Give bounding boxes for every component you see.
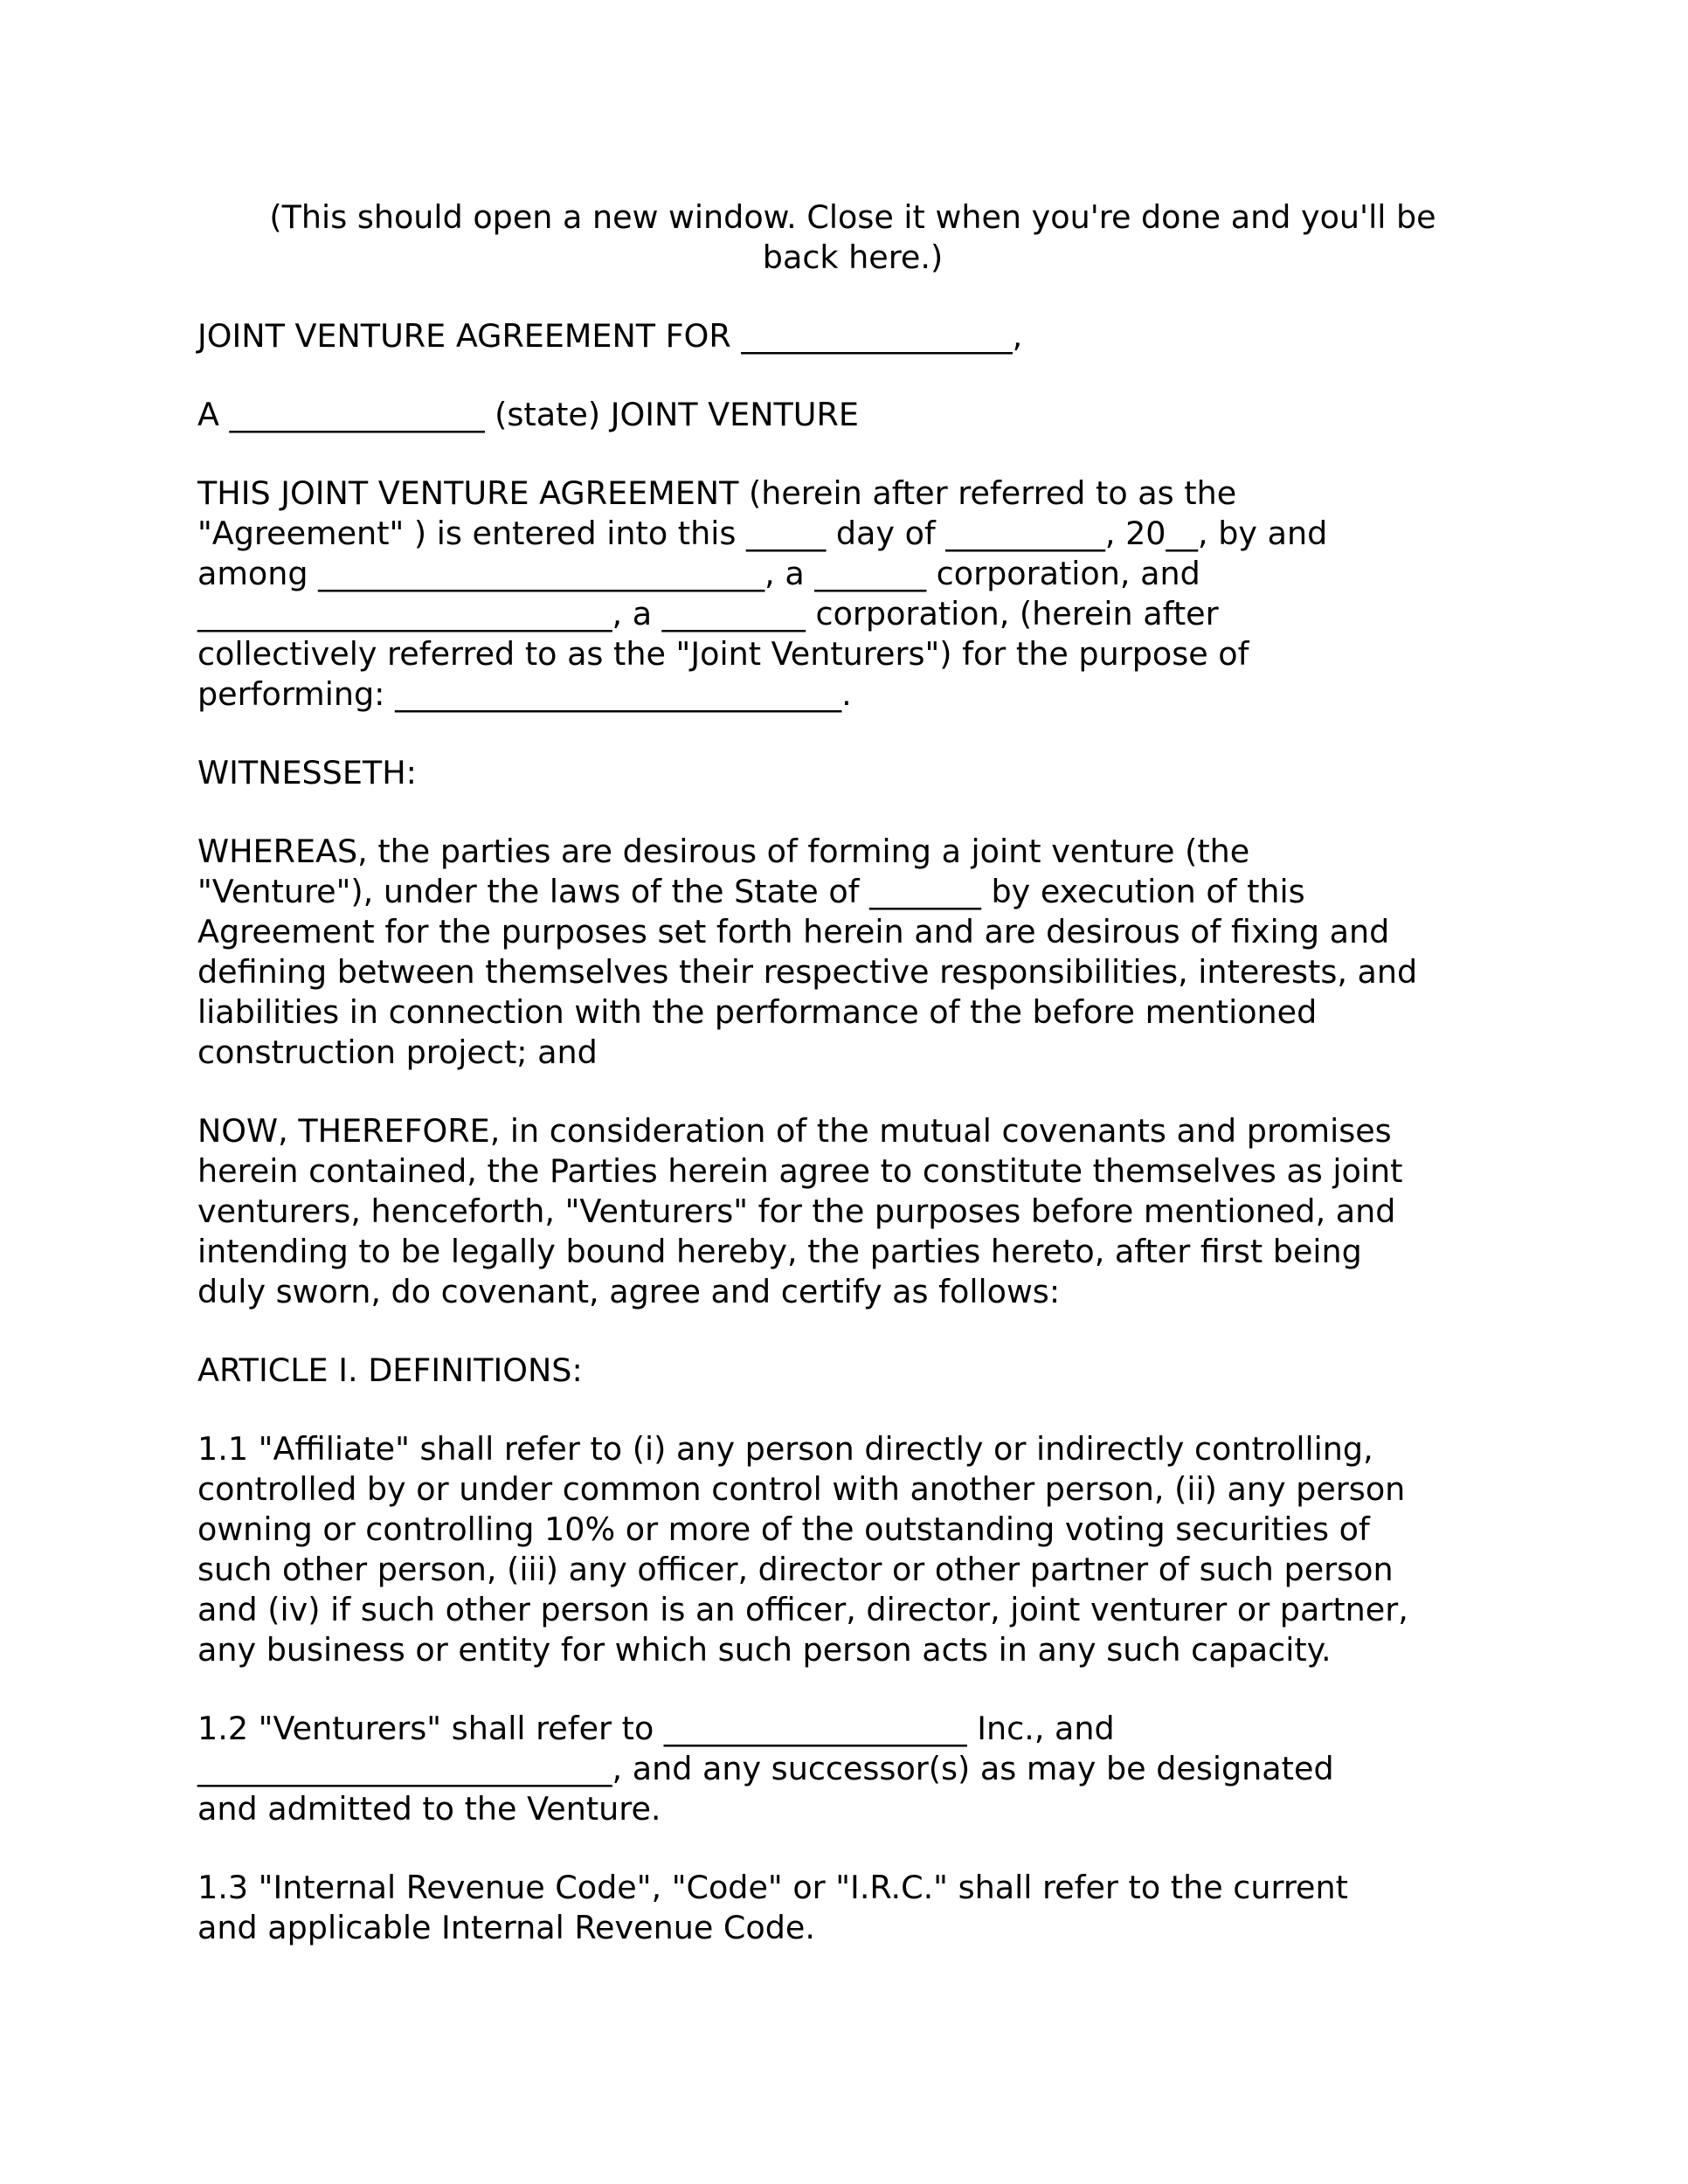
paragraph-line: among ____________________________, a _______ corporation, and	[197, 555, 1200, 592]
paragraph-line: NOW, THEREFORE, in consideration of the mutual covenants and promises	[197, 1112, 1392, 1150]
witnesseth-heading: WITNESSETH:	[197, 754, 417, 791]
article-heading: ARTICLE I. DEFINITIONS:	[197, 1351, 583, 1389]
now-therefore-paragraph	[197, 1111, 1508, 1312]
paragraph-line: collectively referred to as the "Joint Venturers") for the purpose of	[197, 635, 1249, 673]
paragraph-line: "Agreement" ) is entered into this _____ day of __________, 20__, by and	[197, 515, 1328, 552]
paragraph-line: and (iv) if such other person is an officer, director, joint venturer or partner,	[197, 1591, 1408, 1628]
whereas-paragraph	[197, 832, 1508, 1073]
intro-line: (This should open a new window. Close it when you're done and you'll be	[269, 198, 1436, 236]
paragraph-line: __________________________, and any successor(s) as may be designated	[197, 1750, 1334, 1787]
paragraph-line: 1.3 "Internal Revenue Code", "Code" or "I.R.C." shall refer to the current	[197, 1869, 1348, 1906]
paragraph-line: Agreement for the purposes set forth herein and are desirous of fixing and	[197, 913, 1390, 950]
intro-line: back here.)	[762, 238, 944, 276]
paragraph-line: intending to be legally bound hereby, the parties hereto, after first being	[197, 1233, 1362, 1270]
definition-1-3	[197, 1868, 1508, 1948]
paragraph-line: construction project; and	[197, 1033, 598, 1071]
paragraph-line: performing: ____________________________.	[197, 675, 852, 713]
paragraph-line: 1.2 "Venturers" shall refer to ___________________ Inc., and	[197, 1710, 1115, 1747]
paragraph-line: and applicable Internal Revenue Code.	[197, 1909, 815, 1946]
preamble-paragraph	[197, 473, 1508, 715]
paragraph-line: any business or entity for which such person acts in any such capacity.	[197, 1631, 1332, 1669]
intro-note	[197, 197, 1508, 278]
paragraph-line: controlled by or under common control with another person, (ii) any person	[197, 1470, 1406, 1508]
paragraph-line: duly sworn, do covenant, agree and certify as follows:	[197, 1273, 1061, 1310]
definition-1-1	[197, 1429, 1508, 1670]
paragraph-line: liabilities in connection with the performance of the before mentioned	[197, 993, 1318, 1031]
paragraph-line: such other person, (iii) any officer, director or other partner of such person	[197, 1551, 1394, 1588]
paragraph-line: owning or controlling 10% or more of the outstanding voting securities of	[197, 1510, 1370, 1548]
paragraph-line: herein contained, the Parties herein agree to constitute themselves as joint	[197, 1152, 1403, 1190]
paragraph-line: "Venture"), under the laws of the State of _______ by execution of this	[197, 873, 1305, 910]
document-body	[197, 197, 1508, 1987]
paragraph-line: THIS JOINT VENTURE AGREEMENT (herein after referred to as the	[197, 474, 1237, 512]
paragraph-line: and admitted to the Venture.	[197, 1790, 661, 1828]
paragraph-line: __________________________, a _________ corporation, (herein after	[197, 595, 1219, 632]
definition-1-2	[197, 1709, 1508, 1829]
agreement-title: JOINT VENTURE AGREEMENT FOR _________________,	[197, 317, 1023, 355]
agreement-subtitle: A ________________ (state) JOINT VENTURE	[197, 396, 859, 433]
paragraph-line: venturers, henceforth, "Venturers" for the purposes before mentioned, and	[197, 1192, 1396, 1230]
paragraph-line: defining between themselves their respective responsibilities, interests, and	[197, 953, 1418, 991]
paragraph-line: 1.1 "Affiliate" shall refer to (i) any person directly or indirectly controlling,	[197, 1430, 1373, 1468]
paragraph-line: WHEREAS, the parties are desirous of forming a joint venture (the	[197, 833, 1250, 870]
